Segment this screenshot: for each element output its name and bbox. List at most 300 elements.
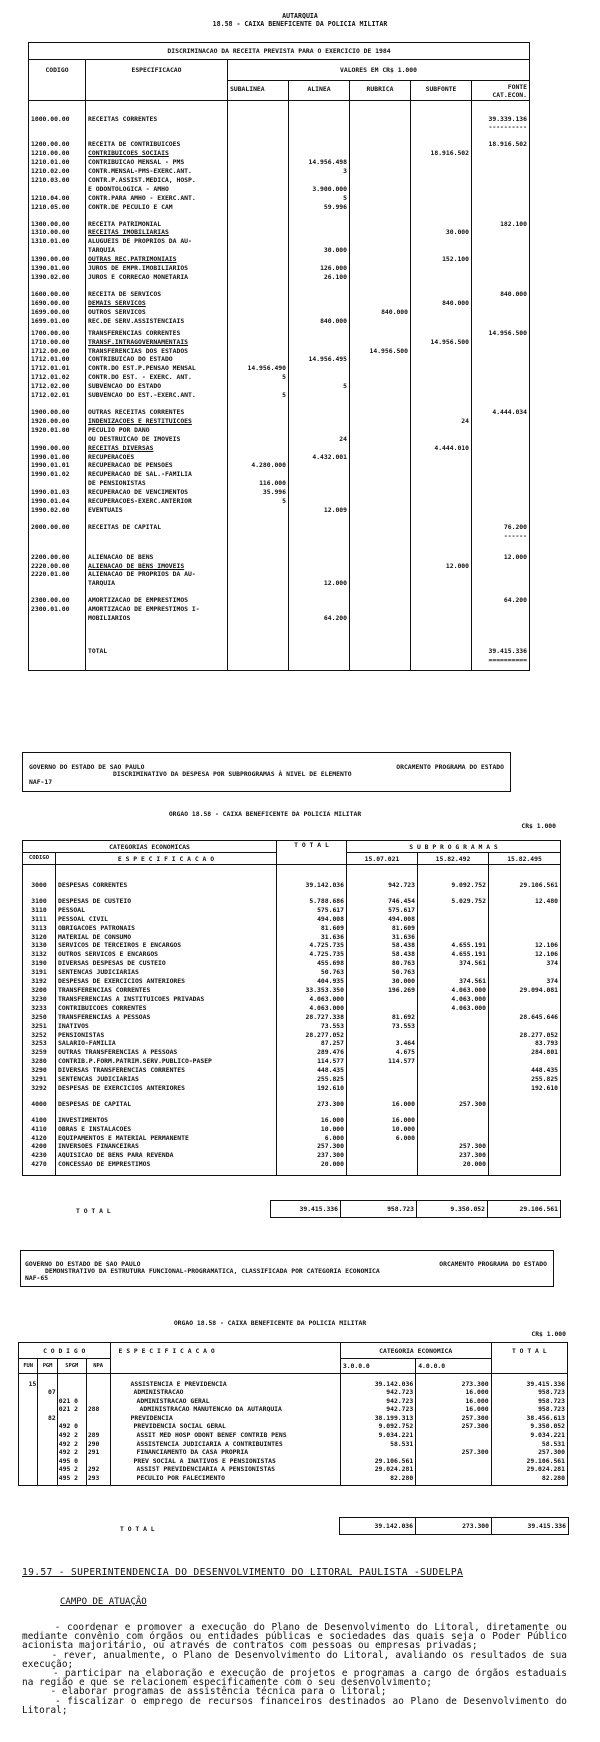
receita-row	[29, 373, 530, 382]
despesa-cell-s2: 5.029.752	[418, 897, 489, 906]
receita-cell-esp: TARQUIA	[86, 246, 228, 255]
funcional-cell-c3: 82.280	[340, 1474, 415, 1483]
receita-cell-ali: 14.956.495	[289, 355, 350, 364]
despesa-cell-esp: INVERSOES FINANCEIRAS	[56, 1142, 277, 1151]
total-sub1: 958.723	[341, 1201, 417, 1218]
receita-cell-rub	[350, 553, 411, 562]
despesa-cell-s3: 29.094.081	[489, 986, 561, 995]
receita-cell-rub	[350, 444, 411, 453]
receita-cell-sf	[411, 308, 472, 317]
receita-cell-sub	[228, 167, 289, 176]
receita-cell-sub	[228, 347, 289, 356]
despesa-cell-s3	[489, 1160, 561, 1169]
funcional-cell-spgm: 495 2	[57, 1465, 86, 1474]
receita-cell-fonte	[472, 203, 530, 212]
receita-cell-sub	[228, 435, 289, 444]
despesa-cell-total: 20.000	[277, 1160, 347, 1169]
receita-cell-esp	[86, 656, 228, 665]
despesa-row	[23, 1142, 561, 1151]
receita-cell-fonte: 14.956.500	[472, 329, 530, 338]
col-valores: VALORES EM CR$ 1.000	[228, 60, 530, 81]
despesa-cell-esp: OUTRAS TRANSFERENCIAS A PESSOAS	[56, 1048, 277, 1057]
despesa-cell-cod: 4120	[23, 1134, 56, 1143]
funcional-cell-pgm	[38, 1448, 57, 1457]
receita-cell-codigo: 1712.01.00	[29, 355, 86, 364]
receita-cell-fonte: ------	[472, 532, 530, 541]
receita-cell-esp: OU DESTRUICAO DE IMOVEIS	[86, 435, 228, 444]
receita-cell-rub	[350, 355, 411, 364]
despesa-cell-s2: 4.655.191	[418, 950, 489, 959]
receita-cell-codigo: 2220.00.00	[29, 562, 86, 571]
receita-cell-fonte: 12.000	[472, 553, 530, 562]
despesa-cell-esp: DESPESAS CORRENTES	[56, 881, 277, 890]
funcional-cell-c4	[416, 1431, 491, 1440]
receita-cell-fonte	[472, 308, 530, 317]
receita-cell-sub	[228, 426, 289, 435]
receita-cell-sub	[228, 317, 289, 326]
despesa-row	[23, 1039, 561, 1048]
funcional-cell-pgm	[38, 1422, 57, 1431]
col-fonte: FONTE CAT.ECON.	[472, 81, 530, 101]
receita-cell-ali	[289, 488, 350, 497]
funcional-cell-spgm	[57, 1414, 86, 1423]
despesa-cell-s2	[418, 1116, 489, 1125]
despesa-cell-s1: 746.454	[347, 897, 418, 906]
funcional-cell-esp: PREVIDENCIA SOCIAL GERAL	[110, 1422, 340, 1431]
despesa-cell-s3	[489, 924, 561, 933]
receita-cell-sf	[411, 391, 472, 400]
receita-cell-rub	[350, 647, 411, 656]
receita-row	[29, 579, 530, 588]
col-cat4: 4.0.0.0	[416, 1359, 491, 1374]
receita-cell-esp: PECULIO POR DANO	[86, 426, 228, 435]
receita-cell-codigo	[29, 614, 86, 623]
despesa-cell-esp: MATERIAL DE CONSUMO	[56, 933, 277, 942]
despesa-cell-s3	[489, 995, 561, 1004]
despesa-cell-cod: 3113	[23, 924, 56, 933]
despesa-row	[23, 995, 561, 1004]
receita-cell-rub	[350, 203, 411, 212]
despesa-cell-s2	[418, 1039, 489, 1048]
receita-cell-sf	[411, 426, 472, 435]
despesa-cell-s3: 448.435	[489, 1066, 561, 1075]
despesa-cell-s1: 31.636	[347, 933, 418, 942]
col-total: T O T A L	[491, 1343, 567, 1374]
receita-cell-fonte	[472, 149, 530, 158]
receita-cell-esp: AMORTIZACAO DE EMPRESTIMOS I-	[86, 605, 228, 614]
receita-cell-ali	[289, 228, 350, 237]
funcional-cell-fun: 15	[19, 1380, 38, 1389]
funcional-cell-c3: 39.142.036	[340, 1380, 415, 1389]
receita-cell-fonte	[472, 255, 530, 264]
despesa-cell-s3	[489, 1057, 561, 1066]
funcional-cell-fun	[19, 1388, 38, 1397]
funcional-cell-npa	[86, 1422, 110, 1431]
receita-cell-ali	[289, 290, 350, 299]
despesa-row	[23, 881, 561, 890]
funcional-cell-fun	[19, 1431, 38, 1440]
receita-cell-rub	[350, 317, 411, 326]
receita-row	[29, 596, 530, 605]
total-total: 39.415.336	[492, 1518, 569, 1535]
funcional-cell-npa: 293	[86, 1474, 110, 1483]
receita-cell-fonte	[472, 299, 530, 308]
despesa-cell-esp: SENTENCAS JUDICIARIAS	[56, 968, 277, 977]
despesa-cell-esp: TRANSFERENCIAS A PESSOAS	[56, 1013, 277, 1022]
receita-cell-codigo: 1990.01.01	[29, 461, 86, 470]
despesa-cell-s1: 16.000	[347, 1116, 418, 1125]
receita-cell-fonte	[472, 614, 530, 623]
receita-cell-ali: 64.200	[289, 614, 350, 623]
receita-cell-rub	[350, 115, 411, 124]
funcional-cell-spgm: 492 2	[57, 1440, 86, 1449]
receita-cell-sf	[411, 264, 472, 273]
receita-cell-fonte	[472, 237, 530, 246]
funcional-cell-fun	[19, 1422, 38, 1431]
despesa-cell-s2: 4.063.000	[418, 986, 489, 995]
despesa-cell-s3	[489, 1125, 561, 1134]
receita-cell-codigo: 1390.01.00	[29, 264, 86, 273]
despesa-cell-s2: 4.063.000	[418, 1004, 489, 1013]
despesa-cell-total: 28.277.052	[277, 1031, 347, 1040]
despesa-cell-s1	[347, 1004, 418, 1013]
despesa-cell-total: 50.763	[277, 968, 347, 977]
receita-row	[29, 562, 530, 571]
receita-cell-rub	[350, 579, 411, 588]
despesa-cell-total: 192.610	[277, 1084, 347, 1093]
receita-row	[29, 347, 530, 356]
despesa-cell-s3: 255.825	[489, 1075, 561, 1084]
receita-cell-codigo	[29, 479, 86, 488]
receita-cell-ali	[289, 562, 350, 571]
despesa-cell-s3: 374	[489, 959, 561, 968]
campo-atuacao-item: - rever, anualmente, o Plano de Desenvolvimento do Litoral, avaliando os resultados de sua execução;	[22, 1649, 573, 1670]
despesa-cell-s2: 4.063.000	[418, 995, 489, 1004]
despesa-cell-s2	[418, 968, 489, 977]
receita-cell-sub	[228, 470, 289, 479]
despesa-row	[23, 950, 561, 959]
receita-cell-sf	[411, 176, 472, 185]
despesa-cell-esp: DIVERSAS TRANSFERENCIAS CORRENTES	[56, 1066, 277, 1075]
col-categoria: CATEGORIA ECONOMICA	[340, 1343, 491, 1359]
funcional-cell-total: 29.106.561	[491, 1457, 567, 1466]
funcional-orgao: ORGAO 18.58 - CAIXA BENEFICENTE DA POLICIA MILITAR	[173, 1319, 367, 1327]
receita-cell-sf	[411, 614, 472, 623]
receita-cell-esp: INDENIZACOES E RESTITUICOES	[86, 417, 228, 426]
despesa-cell-s2: 257.300	[418, 1142, 489, 1151]
despesa-cell-esp: DESPESAS DE EXERCICIOS ANTERIORES	[56, 1084, 277, 1093]
receita-cell-esp: TRANSFERENCIAS CORRENTES	[86, 329, 228, 338]
receita-cell-ali	[289, 426, 350, 435]
despesa-cell-total: 448.435	[277, 1066, 347, 1075]
receita-cell-ali: 14.956.498	[289, 158, 350, 167]
receita-cell-ali	[289, 329, 350, 338]
despesa-cell-total: 404.935	[277, 977, 347, 986]
despesa-row	[23, 1031, 561, 1040]
despesa-cell-s2	[418, 1125, 489, 1134]
funcional-cell-c4	[416, 1440, 491, 1449]
funcional-cell-c3: 942.723	[340, 1388, 415, 1397]
receita-cell-codigo	[29, 656, 86, 665]
despesa-cell-s3	[489, 1022, 561, 1031]
funcional-cell-npa	[86, 1380, 110, 1389]
funcional-cell-npa	[86, 1388, 110, 1397]
receita-row	[29, 614, 530, 623]
despesa-cell-s2: 4.655.191	[418, 941, 489, 950]
funcional-cell-spgm: 495 2	[57, 1474, 86, 1483]
receita-cell-ali	[289, 408, 350, 417]
receita-cell-fonte: 840.000	[472, 290, 530, 299]
col-codigo: C O D I G O	[19, 1343, 111, 1359]
despesa-cell-esp: SERVICOS DE TERCEIROS E ENCARGOS	[56, 941, 277, 950]
receita-cell-sub	[228, 596, 289, 605]
receita-cell-esp: CONTR.P.ASSIST.MEDICA, HOSP.	[86, 176, 228, 185]
campo-atuacao-item: - participar na elaboração e execução de projetos e programas a cargo de órgãos estaduais na região e que se relacionem especificamente com o seu desenvolvimento;	[22, 1668, 573, 1689]
funcional-cell-spgm: 021 2	[57, 1405, 86, 1414]
despesa-cell-esp: DESPESAS DE CUSTEIO	[56, 897, 277, 906]
receita-cell-sub	[228, 176, 289, 185]
funcional-cell-total: 82.280	[491, 1474, 567, 1483]
receita-cell-esp: TARQUIA	[86, 579, 228, 588]
receita-cell-codigo: 1990.01.02	[29, 470, 86, 479]
despesa-cell-s1	[347, 1151, 418, 1160]
receita-cell-rub	[350, 158, 411, 167]
receita-cell-codigo: 1710.00.00	[29, 338, 86, 347]
despesa-cell-s2: 374.561	[418, 959, 489, 968]
funcional-row	[19, 1431, 568, 1440]
receita-cell-sf: 30.000	[411, 228, 472, 237]
campo-atuacao-item: - elaborar programas de assistência técnica para o litoral;	[22, 1686, 387, 1698]
funcional-cell-fun	[19, 1474, 38, 1483]
funcional-cell-esp: ADMINISTRACAO	[110, 1388, 340, 1397]
despesa-cell-s1	[347, 1075, 418, 1084]
receita-row	[29, 570, 530, 579]
receita-cell-rub	[350, 426, 411, 435]
despesa-cell-s2	[418, 906, 489, 915]
receita-cell-codigo: 1310.01.00	[29, 237, 86, 246]
receita-cell-codigo: 1712.01.01	[29, 364, 86, 373]
receita-cell-fonte: 182.100	[472, 220, 530, 229]
receita-row	[29, 426, 530, 435]
receita-cell-rub	[350, 246, 411, 255]
despesa-cell-s3	[489, 1116, 561, 1125]
funcional-cell-c4: 257.300	[416, 1448, 491, 1457]
receita-cell-esp: OUTRAS RECEITAS CORRENTES	[86, 408, 228, 417]
funcional-total-row	[339, 1517, 569, 1535]
receita-cell-sub	[228, 299, 289, 308]
despesa-cell-s1: 575.617	[347, 906, 418, 915]
despesa-row	[23, 1057, 561, 1066]
receita-cell-fonte	[472, 382, 530, 391]
funcional-cell-fun	[19, 1448, 38, 1457]
funcional-row	[19, 1405, 568, 1414]
despesa-cell-s2	[418, 1048, 489, 1057]
despesa-cell-s2	[418, 915, 489, 924]
receita-cell-sub: 14.956.490	[228, 364, 289, 373]
despesa-cell-s2	[418, 933, 489, 942]
funcional-row	[19, 1440, 568, 1449]
receita-cell-fonte	[472, 167, 530, 176]
despesa-cell-s1: 81.692	[347, 1013, 418, 1022]
receita-cell-rub	[350, 497, 411, 506]
despesa-cell-total: 273.300	[277, 1100, 347, 1109]
total-total: 39.415.336	[271, 1201, 341, 1218]
funcional-cell-npa: 288	[86, 1405, 110, 1414]
receita-cell-codigo: 1210.04.00	[29, 194, 86, 203]
receita-cell-esp: DE PENSIONISTAS	[86, 479, 228, 488]
receita-cell-sf: 14.956.500	[411, 338, 472, 347]
despesa-cell-cod: 4100	[23, 1116, 56, 1125]
receita-cell-fonte	[472, 461, 530, 470]
receita-cell-sf	[411, 246, 472, 255]
receita-row	[29, 497, 530, 506]
receita-row	[29, 364, 530, 373]
receita-cell-sub	[228, 579, 289, 588]
receita-row	[29, 479, 530, 488]
receita-cell-fonte: ==========	[472, 656, 530, 665]
receita-cell-sub	[228, 185, 289, 194]
receita-cell-sub	[228, 417, 289, 426]
funcional-cell-pgm	[38, 1474, 57, 1483]
receita-cell-sf	[411, 579, 472, 588]
despesa-cell-cod: 4110	[23, 1125, 56, 1134]
receita-cell-fonte	[472, 579, 530, 588]
receita-cell-codigo: 1390.02.00	[29, 273, 86, 282]
receita-row	[29, 246, 530, 255]
despesa-cell-cod: 4270	[23, 1160, 56, 1169]
receita-cell-sub	[228, 149, 289, 158]
col-sub3: 15.82.495	[489, 853, 561, 865]
receita-cell-codigo: 2000.00.00	[29, 523, 86, 532]
receita-cell-sub	[228, 523, 289, 532]
receita-cell-ali	[289, 220, 350, 229]
receita-cell-codigo: 1990.00.00	[29, 444, 86, 453]
funcional-cell-c3: 942.723	[340, 1397, 415, 1406]
despesa-row	[23, 977, 561, 986]
receita-cell-rub	[350, 488, 411, 497]
receita-cell-sf	[411, 408, 472, 417]
receita-cell-codigo	[29, 579, 86, 588]
funcional-cell-npa: 290	[86, 1440, 110, 1449]
despesa-row	[23, 897, 561, 906]
col-especificacao: E S P E C I F I C A C A O	[56, 853, 277, 865]
despesa-row	[23, 1160, 561, 1169]
funcional-cell-c4	[416, 1474, 491, 1483]
receita-cell-rub	[350, 605, 411, 614]
receita-cell-codigo: 1210.00.00	[29, 149, 86, 158]
receita-cell-sf	[411, 596, 472, 605]
receita-cell-ali	[289, 523, 350, 532]
despesa-cell-s1	[347, 1084, 418, 1093]
despesa-cell-s3: 12.480	[489, 897, 561, 906]
receita-cell-rub: 840.000	[350, 308, 411, 317]
receita-cell-sf	[411, 329, 472, 338]
despesa-cell-s1: 114.577	[347, 1057, 418, 1066]
despesa-cell-esp: AQUISICAO DE BENS PARA REVENDA	[56, 1151, 277, 1160]
receita-cell-codigo	[29, 185, 86, 194]
col-pgm: PGM	[38, 1359, 57, 1374]
despesa-unit: CR$ 1.000	[521, 822, 556, 830]
receita-cell-rub	[350, 479, 411, 488]
receita-cell-rub	[350, 461, 411, 470]
receita-cell-esp: OUTRAS REC.PATRIMONIAIS	[86, 255, 228, 264]
receita-cell-sf	[411, 479, 472, 488]
despesa-cell-esp: DESPESAS DE CAPITAL	[56, 1100, 277, 1109]
receita-cell-fonte	[472, 246, 530, 255]
receita-row	[29, 444, 530, 453]
despesa-cell-s2	[418, 1031, 489, 1040]
receita-cell-fonte	[472, 453, 530, 462]
funcional-row	[19, 1388, 568, 1397]
receita-cell-esp: CONTR.DO EST. - EXERC. ANT.	[86, 373, 228, 382]
despesa-cell-cod: 3280	[23, 1057, 56, 1066]
receita-cell-fonte	[472, 417, 530, 426]
receita-cell-codigo: 1200.00.00	[29, 140, 86, 149]
receita-rows	[29, 101, 530, 671]
despesa-row	[23, 1075, 561, 1084]
receita-cell-rub	[350, 264, 411, 273]
receita-row	[29, 461, 530, 470]
despesa-cell-s1: 50.763	[347, 968, 418, 977]
despesa-cell-s1: 30.000	[347, 977, 418, 986]
receita-row	[29, 329, 530, 338]
despesa-cell-cod: 3120	[23, 933, 56, 942]
receita-cell-ali	[289, 605, 350, 614]
receita-row	[29, 255, 530, 264]
despesa-cell-total: 257.300	[277, 1142, 347, 1151]
receita-cell-sf: 24	[411, 417, 472, 426]
receita-row	[29, 435, 530, 444]
receita-row	[29, 237, 530, 246]
despesa-cell-cod: 3250	[23, 1013, 56, 1022]
funcional-cell-total: 38.456.613	[491, 1414, 567, 1423]
despesa-cell-esp: INATIVOS	[56, 1022, 277, 1031]
despesa-cell-s1: 58.438	[347, 950, 418, 959]
despesa-cell-cod: 3251	[23, 1022, 56, 1031]
receita-row	[29, 523, 530, 532]
col-codigo: CODIGO	[23, 853, 56, 865]
funcional-cell-esp: ASSISTENCIA JUDICIARIA A CONTRIBUINTES	[110, 1440, 340, 1449]
receita-cell-esp: CONTR.DO EST.P.PENSAO MENSAL	[86, 364, 228, 373]
despesa-row	[23, 1048, 561, 1057]
despesa-cell-total: 31.636	[277, 933, 347, 942]
funcional-row	[19, 1422, 568, 1431]
col-alinea: ALINEA	[289, 81, 350, 101]
despesa-row	[23, 968, 561, 977]
col-subfonte: SUBFONTE	[411, 81, 472, 101]
despesa-cell-cod: 4200	[23, 1142, 56, 1151]
despesa-row	[23, 1013, 561, 1022]
funcional-cell-c4: 257.300	[416, 1414, 491, 1423]
despesa-cell-s3: 28.645.646	[489, 1013, 561, 1022]
naf65-govt: GOVERNO DO ESTADO DE SAO PAULO	[25, 1260, 141, 1268]
campo-atuacao-heading: CAMPO DE ATUAÇÃO	[60, 1597, 147, 1607]
receita-cell-ali	[289, 417, 350, 426]
receita-cell-fonte	[472, 570, 530, 579]
receita-cell-codigo: 1000.00.00	[29, 115, 86, 124]
despesa-cell-s3	[489, 968, 561, 977]
funcional-cell-pgm	[38, 1465, 57, 1474]
receita-cell-fonte	[472, 444, 530, 453]
receita-cell-fonte	[472, 273, 530, 282]
total-sub3: 29.106.561	[488, 1201, 561, 1218]
col-fun: FUN	[19, 1359, 38, 1374]
despesa-cell-cod: 3290	[23, 1066, 56, 1075]
receita-cell-esp: ALIENACAO DE BENS IMOVEIS	[86, 562, 228, 571]
receita-cell-ali: 5	[289, 382, 350, 391]
receita-cell-ali: 30.000	[289, 246, 350, 255]
despesa-cell-s1: 73.553	[347, 1022, 418, 1031]
